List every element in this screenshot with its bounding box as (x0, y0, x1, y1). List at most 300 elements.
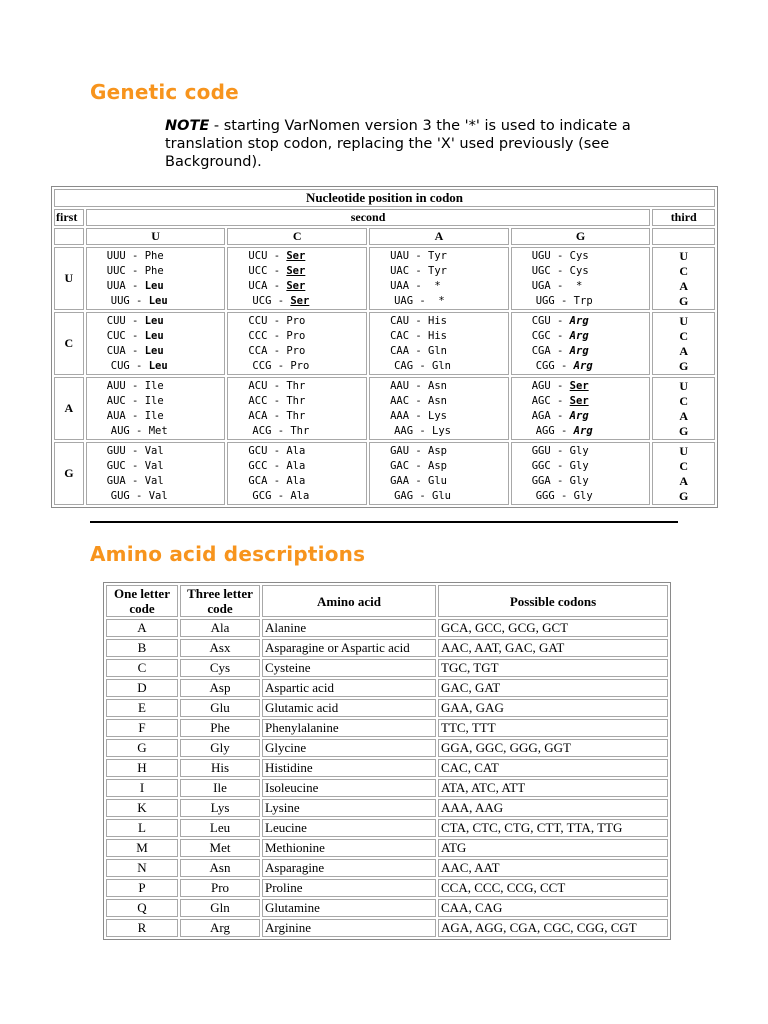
codon-cell (86, 377, 226, 440)
codon-entry: AGU - Ser (531, 380, 589, 392)
amino-acid-name-cell: Arginine (262, 919, 436, 937)
third-base-label: A (679, 278, 689, 293)
first-base-label: C (54, 312, 84, 375)
amino-acid-abbrev: Leu (144, 315, 164, 327)
codon-entry: UUU - Phe (106, 250, 164, 262)
codon: GUA (106, 475, 126, 487)
codon: UAG (394, 295, 414, 307)
codons-cell: TTC, TTT (438, 719, 668, 737)
codon-entry: GCA - Ala (248, 475, 306, 487)
header-one-letter: One letter code (106, 585, 178, 617)
amino-acid-abbrev: Asp (428, 460, 447, 472)
amino-acid-abbrev: Val (144, 475, 164, 487)
version-note (165, 117, 665, 171)
one-letter-cell: I (106, 779, 178, 797)
amino-acid-abbrev: Leu (148, 360, 168, 372)
codon-entry: CUG - Leu (110, 360, 168, 372)
table-row (106, 879, 668, 897)
codons-cell: CTA, CTC, CTG, CTT, TTA, TTG (438, 819, 668, 837)
codon-cell (369, 442, 509, 505)
one-letter-cell: M (106, 839, 178, 857)
amino-acid-abbrev: His (428, 330, 447, 342)
amino-acid-name-cell: Glycine (262, 739, 436, 757)
one-letter-cell: E (106, 699, 178, 717)
codons-cell: AAC, AAT, GAC, GAT (438, 639, 668, 657)
codon-cell (369, 312, 509, 375)
codon: UAC (390, 265, 410, 277)
codon-entry: UCA - Ser (248, 280, 306, 292)
table-row (106, 639, 668, 657)
third-base-column (652, 312, 715, 375)
codon-entry: AAU - Asn (390, 380, 447, 392)
codon-group-row (54, 442, 715, 505)
note-text: - starting VarNomen version 3 the '*' is used to indicate a translation stop codon, replacing the 'X' used previously (see Background). (165, 118, 631, 170)
amino-acid-abbrev: Gln (432, 360, 451, 372)
amino-acid-abbrev: Ala (286, 475, 306, 487)
codon: UGU (531, 250, 551, 262)
codon: AGA (531, 410, 551, 422)
codon-cell (511, 247, 651, 310)
codon-entry: UUA - Leu (106, 280, 164, 292)
codon-entry: AUU - Ile (106, 380, 164, 392)
codon-cell (227, 312, 367, 375)
codon-entry: AUG - Met (110, 425, 168, 437)
three-letter-cell: Met (180, 839, 260, 857)
codon-entry: CCU - Pro (248, 315, 306, 327)
codon-entry: GAU - Asp (390, 445, 447, 457)
codon-cell (511, 312, 651, 375)
second-base-heading: U (86, 228, 226, 245)
codon: ACA (248, 410, 268, 422)
codon: UCG (252, 295, 272, 307)
codon-entry: GAG - Glu (394, 490, 451, 502)
codon-entry: GGA - Gly (531, 475, 589, 487)
amino-acid-abbrev: Ser (286, 250, 306, 262)
one-letter-cell: H (106, 759, 178, 777)
codon: AUU (106, 380, 126, 392)
table-row (106, 779, 668, 797)
codon-entry: UUG - Leu (110, 295, 168, 307)
three-letter-cell: Gly (180, 739, 260, 757)
amino-acid-abbrev: Gly (569, 460, 589, 472)
codon: AGC (531, 395, 551, 407)
amino-acid-name-cell: Lysine (262, 799, 436, 817)
one-letter-cell: C (106, 659, 178, 677)
amino-acid-abbrev: Phe (144, 250, 164, 262)
codon-entry: UCG - Ser (252, 295, 310, 307)
amino-acid-title: Amino acid descriptions (90, 542, 366, 566)
amino-acid-name-cell: Phenylalanine (262, 719, 436, 737)
codon: CUU (106, 315, 126, 327)
codon: GCC (248, 460, 268, 472)
codon: UCU (248, 250, 268, 262)
codon: UGC (531, 265, 551, 277)
codon: GUC (106, 460, 126, 472)
amino-acid-table (103, 582, 671, 940)
codon-entry: UCC - Ser (248, 265, 306, 277)
codon-cell (86, 442, 226, 505)
amino-acid-abbrev: * (428, 280, 441, 292)
amino-acid-name-cell: Cysteine (262, 659, 436, 677)
codon-entry: AUC - Ile (106, 395, 164, 407)
three-letter-cell: Phe (180, 719, 260, 737)
codon-entry: GUC - Val (106, 460, 164, 472)
third-base-label: C (679, 328, 689, 343)
codon-entry: AAG - Lys (394, 425, 451, 437)
amino-acid-abbrev: Ser (286, 280, 306, 292)
codon: GUU (106, 445, 126, 457)
codon: UUA (106, 280, 126, 292)
amino-acid-abbrev: * (432, 295, 445, 307)
three-letter-cell: Asx (180, 639, 260, 657)
codon-entry: CUC - Leu (106, 330, 164, 342)
amino-acid-name-cell: Leucine (262, 819, 436, 837)
table-row (106, 819, 668, 837)
codon-entry: AGG - Arg (535, 425, 593, 437)
codon-table-heading-row (54, 189, 715, 207)
table-row (106, 839, 668, 857)
three-letter-cell: Ala (180, 619, 260, 637)
one-letter-cell: N (106, 859, 178, 877)
codons-cell: GCA, GCC, GCG, GCT (438, 619, 668, 637)
third-base-label: C (679, 393, 689, 408)
amino-acid-abbrev: Leu (144, 280, 164, 292)
codons-cell: CAC, CAT (438, 759, 668, 777)
third-base-label: U (679, 443, 689, 458)
codon: AUA (106, 410, 126, 422)
one-letter-cell: P (106, 879, 178, 897)
amino-acid-abbrev: Ile (144, 395, 164, 407)
codon-cell (369, 247, 509, 310)
codon-entry: AUA - Ile (106, 410, 164, 422)
codon-group-row (54, 247, 715, 310)
codon: GAC (390, 460, 410, 472)
codon: GGG (535, 490, 555, 502)
codon-entry: CUA - Leu (106, 345, 164, 357)
codon-entry: GUG - Val (110, 490, 168, 502)
codon: UCC (248, 265, 268, 277)
codon-entry: CGG - Arg (535, 360, 593, 372)
codon-entry: UGU - Cys (531, 250, 589, 262)
codon-table-position-row (54, 209, 715, 226)
codon-entry: UUC - Phe (106, 265, 164, 277)
amino-acid-abbrev: Phe (144, 265, 164, 277)
codon-entry: GGG - Gly (535, 490, 593, 502)
amino-acid-abbrev: Leu (144, 330, 164, 342)
amino-acid-abbrev: Glu (432, 490, 451, 502)
col-third-heading: third (652, 209, 715, 226)
table-row (106, 619, 668, 637)
amino-acid-abbrev: Lys (432, 425, 451, 437)
three-letter-cell: Cys (180, 659, 260, 677)
amino-acid-name-cell: Alanine (262, 619, 436, 637)
col-first-heading: first (54, 209, 84, 226)
codon-entry: GGU - Gly (531, 445, 589, 457)
codon: CUA (106, 345, 126, 357)
codons-cell: AAC, AAT (438, 859, 668, 877)
codon: CUG (110, 360, 130, 372)
codon: GCA (248, 475, 268, 487)
amino-acid-abbrev: Glu (428, 475, 447, 487)
codon: UAA (390, 280, 410, 292)
codon: GAU (390, 445, 410, 457)
codon-entry: CAG - Gln (394, 360, 451, 372)
third-base-column (652, 377, 715, 440)
codon: UUG (110, 295, 130, 307)
second-base-heading: C (227, 228, 367, 245)
amino-acid-abbrev: Asp (428, 445, 447, 457)
three-letter-cell: His (180, 759, 260, 777)
codon-entry: AGC - Ser (531, 395, 589, 407)
third-base-label: U (679, 313, 689, 328)
codon: ACC (248, 395, 268, 407)
amino-acid-name-cell: Methionine (262, 839, 436, 857)
codon-entry: GGC - Gly (531, 460, 589, 472)
table-row (106, 859, 668, 877)
amino-acid-header-row (106, 585, 668, 617)
three-letter-cell: Asp (180, 679, 260, 697)
amino-acid-abbrev: Ile (144, 380, 164, 392)
second-base-row (54, 228, 715, 245)
col-second-heading: second (86, 209, 651, 226)
one-letter-cell: Q (106, 899, 178, 917)
codon: GGC (531, 460, 551, 472)
codon-entry: ACA - Thr (248, 410, 306, 422)
third-base-label: G (679, 293, 689, 308)
amino-acid-abbrev: Thr (286, 380, 306, 392)
codon: UUC (106, 265, 126, 277)
codon-entry: UAA - * (390, 280, 441, 292)
codon: AAG (394, 425, 414, 437)
amino-acid-abbrev: Tyr (428, 265, 447, 277)
nucleotide-position-heading: Nucleotide position in codon (54, 189, 715, 207)
note-label: NOTE (165, 118, 210, 134)
codon: GUG (110, 490, 130, 502)
codon: GGA (531, 475, 551, 487)
codon-cell (511, 442, 651, 505)
codon-entry: CGC - Arg (531, 330, 589, 342)
amino-acid-abbrev: Leu (144, 345, 164, 357)
amino-acid-name-cell: Glutamine (262, 899, 436, 917)
codon: ACU (248, 380, 268, 392)
codon-entry: GUU - Val (106, 445, 164, 457)
codon-entry: GCU - Ala (248, 445, 306, 457)
codon: CCA (248, 345, 268, 357)
third-base-label: A (679, 473, 689, 488)
one-letter-cell: G (106, 739, 178, 757)
codon-entry: GUA - Val (106, 475, 164, 487)
amino-acid-name-cell: Asparagine (262, 859, 436, 877)
first-base-label: A (54, 377, 84, 440)
codons-cell: CCA, CCC, CCG, CCT (438, 879, 668, 897)
codons-cell: AGA, AGG, CGA, CGC, CGG, CGT (438, 919, 668, 937)
three-letter-cell: Pro (180, 879, 260, 897)
amino-acid-abbrev: Arg (573, 360, 593, 372)
codon: ACG (252, 425, 272, 437)
codon: UUU (106, 250, 126, 262)
amino-acid-abbrev: Gly (569, 445, 589, 457)
codon-entry: AAA - Lys (390, 410, 447, 422)
codon-entry: GAC - Asp (390, 460, 447, 472)
amino-acid-abbrev: Ile (144, 410, 164, 422)
one-letter-cell: B (106, 639, 178, 657)
codons-cell: TGC, TGT (438, 659, 668, 677)
codon-cell (369, 377, 509, 440)
amino-acid-name-cell: Asparagine or Aspartic acid (262, 639, 436, 657)
amino-acid-abbrev: Ser (569, 380, 589, 392)
third-base-label: A (679, 408, 689, 423)
codon-cell (86, 247, 226, 310)
third-base-label: G (679, 488, 689, 503)
codons-cell: ATG (438, 839, 668, 857)
section-divider (90, 521, 678, 523)
one-letter-cell: L (106, 819, 178, 837)
third-base-label: A (679, 343, 689, 358)
amino-acid-abbrev: Thr (286, 395, 306, 407)
table-row (106, 919, 668, 937)
codon-entry: CCG - Pro (252, 360, 310, 372)
one-letter-cell: R (106, 919, 178, 937)
table-row (106, 659, 668, 677)
codon-entry: GAA - Glu (390, 475, 447, 487)
codons-cell: GAC, GAT (438, 679, 668, 697)
codon-entry: CUU - Leu (106, 315, 164, 327)
amino-acid-abbrev: Tyr (428, 250, 447, 262)
one-letter-cell: K (106, 799, 178, 817)
codon-entry: UAC - Tyr (390, 265, 447, 277)
codon: AUG (110, 425, 130, 437)
codon-cell (227, 247, 367, 310)
codon-cell (227, 377, 367, 440)
header-possible-codons: Possible codons (438, 585, 668, 617)
amino-acid-abbrev: Ala (290, 490, 310, 502)
amino-acid-abbrev: Gln (428, 345, 447, 357)
amino-acid-abbrev: Thr (286, 410, 306, 422)
codon-entry: ACC - Thr (248, 395, 306, 407)
amino-acid-abbrev: Cys (569, 265, 589, 277)
codon-entry: UAU - Tyr (390, 250, 447, 262)
codon: CCC (248, 330, 268, 342)
codons-cell: ATA, ATC, ATT (438, 779, 668, 797)
codons-cell: CAA, CAG (438, 899, 668, 917)
amino-acid-abbrev: Pro (286, 330, 306, 342)
amino-acid-name-cell: Aspartic acid (262, 679, 436, 697)
amino-acid-abbrev: Trp (573, 295, 593, 307)
codon: GCG (252, 490, 272, 502)
codon: CGG (535, 360, 555, 372)
amino-acid-abbrev: Pro (286, 315, 306, 327)
amino-acid-abbrev: Gly (569, 475, 589, 487)
amino-acid-abbrev: Arg (569, 410, 589, 422)
amino-acid-abbrev: Gly (573, 490, 593, 502)
codon-entry: UGC - Cys (531, 265, 589, 277)
codon: CGC (531, 330, 551, 342)
codon: AAU (390, 380, 410, 392)
codon-entry: CCA - Pro (248, 345, 306, 357)
amino-acid-abbrev: Ser (290, 295, 310, 307)
third-base-label: U (679, 378, 689, 393)
second-base-heading: A (369, 228, 509, 245)
one-letter-cell: A (106, 619, 178, 637)
amino-acid-abbrev: Arg (573, 425, 593, 437)
codon: GCU (248, 445, 268, 457)
amino-acid-abbrev: * (569, 280, 583, 292)
amino-acid-abbrev: Ala (286, 460, 306, 472)
codon: CCG (252, 360, 272, 372)
amino-acid-abbrev: Met (148, 425, 168, 437)
codon: AAC (390, 395, 410, 407)
three-letter-cell: Leu (180, 819, 260, 837)
three-letter-cell: Asn (180, 859, 260, 877)
three-letter-cell: Glu (180, 699, 260, 717)
codon-entry: GCG - Ala (252, 490, 310, 502)
table-row (106, 719, 668, 737)
codon: CCU (248, 315, 268, 327)
third-base-column (652, 247, 715, 310)
three-letter-cell: Ile (180, 779, 260, 797)
codon-cell (86, 312, 226, 375)
codon: CAC (390, 330, 410, 342)
genetic-code-table (51, 186, 718, 508)
codon-entry: UGG - Trp (535, 295, 593, 307)
three-letter-cell: Lys (180, 799, 260, 817)
one-letter-cell: F (106, 719, 178, 737)
codon-entry: UAG - * (394, 295, 445, 307)
amino-acid-abbrev: Val (148, 490, 168, 502)
table-row (106, 899, 668, 917)
header-three-letter: Three letter code (180, 585, 260, 617)
codon: AAA (390, 410, 410, 422)
amino-acid-name-cell: Isoleucine (262, 779, 436, 797)
third-base-label: C (679, 263, 689, 278)
amino-acid-name-cell: Glutamic acid (262, 699, 436, 717)
amino-acid-abbrev: Pro (286, 345, 306, 357)
codon-cell (227, 442, 367, 505)
amino-acid-abbrev: Arg (569, 315, 589, 327)
amino-acid-abbrev: Ser (569, 395, 589, 407)
codons-cell: AAA, AAG (438, 799, 668, 817)
third-base-label: C (679, 458, 689, 473)
codon: AGU (531, 380, 551, 392)
amino-acid-abbrev: Lys (428, 410, 447, 422)
codon-group-row (54, 377, 715, 440)
codon: CGA (531, 345, 551, 357)
codon-entry: UCU - Ser (248, 250, 306, 262)
codon: CAA (390, 345, 410, 357)
amino-acid-abbrev: Leu (148, 295, 168, 307)
codon: CGU (531, 315, 551, 327)
amino-acid-abbrev: Asn (428, 380, 447, 392)
amino-acid-abbrev: Thr (290, 425, 310, 437)
codon: CAG (394, 360, 414, 372)
empty-third-cell (652, 228, 715, 245)
amino-acid-abbrev: Cys (569, 250, 589, 262)
codon: CAU (390, 315, 410, 327)
amino-acid-name-cell: Proline (262, 879, 436, 897)
codon-entry: GCC - Ala (248, 460, 306, 472)
empty-corner-cell (54, 228, 84, 245)
three-letter-cell: Arg (180, 919, 260, 937)
codon-entry: CGU - Arg (531, 315, 589, 327)
amino-acid-abbrev: His (428, 315, 447, 327)
codon-entry: ACU - Thr (248, 380, 306, 392)
codon: GGU (531, 445, 551, 457)
codon-group-row (54, 312, 715, 375)
amino-acid-abbrev: Ala (286, 445, 306, 457)
first-base-label: G (54, 442, 84, 505)
amino-acid-abbrev: Asn (428, 395, 447, 407)
amino-acid-abbrev: Val (144, 445, 164, 457)
